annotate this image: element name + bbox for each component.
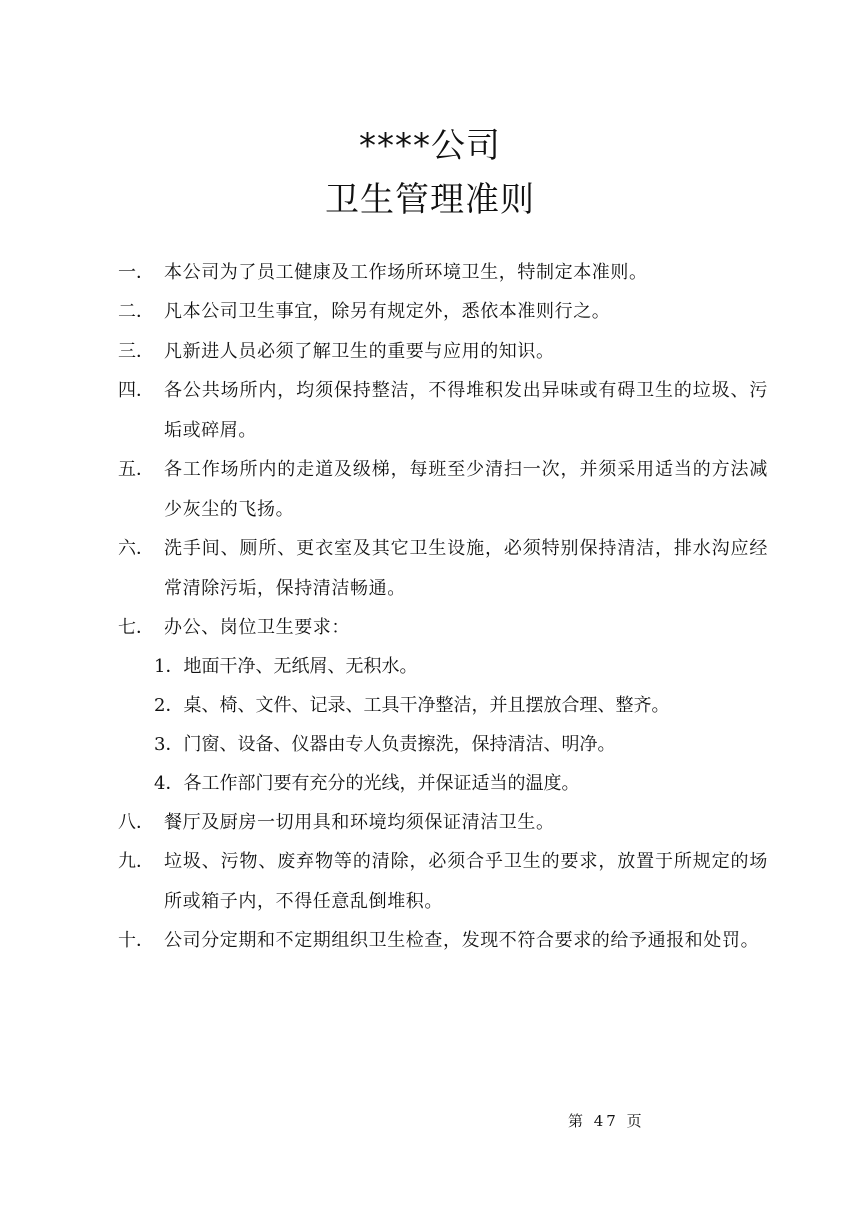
item-text: 各工作场所内的走道及级梯，每班至少清扫一次，并须采用适当的方法减少灰尘的飞扬。 (164, 459, 768, 520)
item-text: 餐厅及厨房一切用具和环境均须保证清洁卫生。 (164, 812, 555, 833)
item-number: 五． (118, 459, 154, 480)
item-text: 办公、岗位卫生要求： (164, 617, 350, 638)
list-item-10 (118, 921, 768, 961)
company-title: ****公司 (359, 126, 501, 166)
page-number: 第 47 页 (568, 1112, 645, 1130)
item-text: 各公共场所内，均须保持整洁，不得堆积发出异味或有碍卫生的垃圾、污垢或碎屑。 (164, 380, 768, 441)
item-text: 洗手间、厕所、更衣室及其它卫生设施，必须特别保持清洁，排水沟应经常清除污垢，保持清洁畅通。 (164, 538, 768, 599)
item-text: 本公司为了员工健康及工作场所环境卫生，特制定本准则。 (164, 262, 648, 283)
item-number: 九． (118, 851, 154, 872)
item-number: 四． (118, 380, 154, 401)
sub-item-3: 3．门窗、设备、仪器由专人负责擦洗，保持清洁、明净。 (154, 734, 616, 755)
list-item-3 (118, 332, 768, 372)
list-item-1 (118, 253, 768, 293)
item-number: 三． (118, 341, 154, 362)
item-text: 凡新进人员必须了解卫生的重要与应用的知识。 (164, 341, 555, 362)
item-text: 垃圾、污物、废弃物等的清除，必须合乎卫生的要求，放置于所规定的场所或箱子内，不得任意乱倒堆积。 (164, 851, 768, 912)
item-number: 六． (118, 538, 154, 559)
item-number: 八． (118, 812, 154, 833)
item-text: 公司分定期和不定期组织卫生检查，发现不符合要求的给予通报和处罚。 (164, 930, 760, 951)
list-item-9 (118, 842, 768, 921)
item-number: 七． (118, 617, 154, 638)
item-text: 凡本公司卫生事宜，除另有规定外，悉依本准则行之。 (164, 301, 611, 322)
item-number: 一． (118, 262, 154, 283)
list-item-2 (118, 292, 768, 332)
item-number: 十． (118, 930, 154, 951)
sub-item-1: 1．地面干净、无纸屑、无积水。 (154, 656, 418, 677)
list-item-4 (118, 371, 768, 450)
list-item-6 (118, 529, 768, 608)
sub-item-4: 4．各工作部门要有充分的光线，并保证适当的温度。 (154, 773, 580, 794)
item-number: 二． (118, 301, 154, 322)
sub-item-2: 2．桌、椅、文件、记录、工具干净整洁，并且摆放合理、整齐。 (154, 695, 670, 716)
document-title: 卫生管理准则 (325, 180, 535, 220)
list-item-8 (118, 803, 768, 843)
list-item-7 (118, 608, 768, 648)
list-item-5 (118, 450, 768, 529)
